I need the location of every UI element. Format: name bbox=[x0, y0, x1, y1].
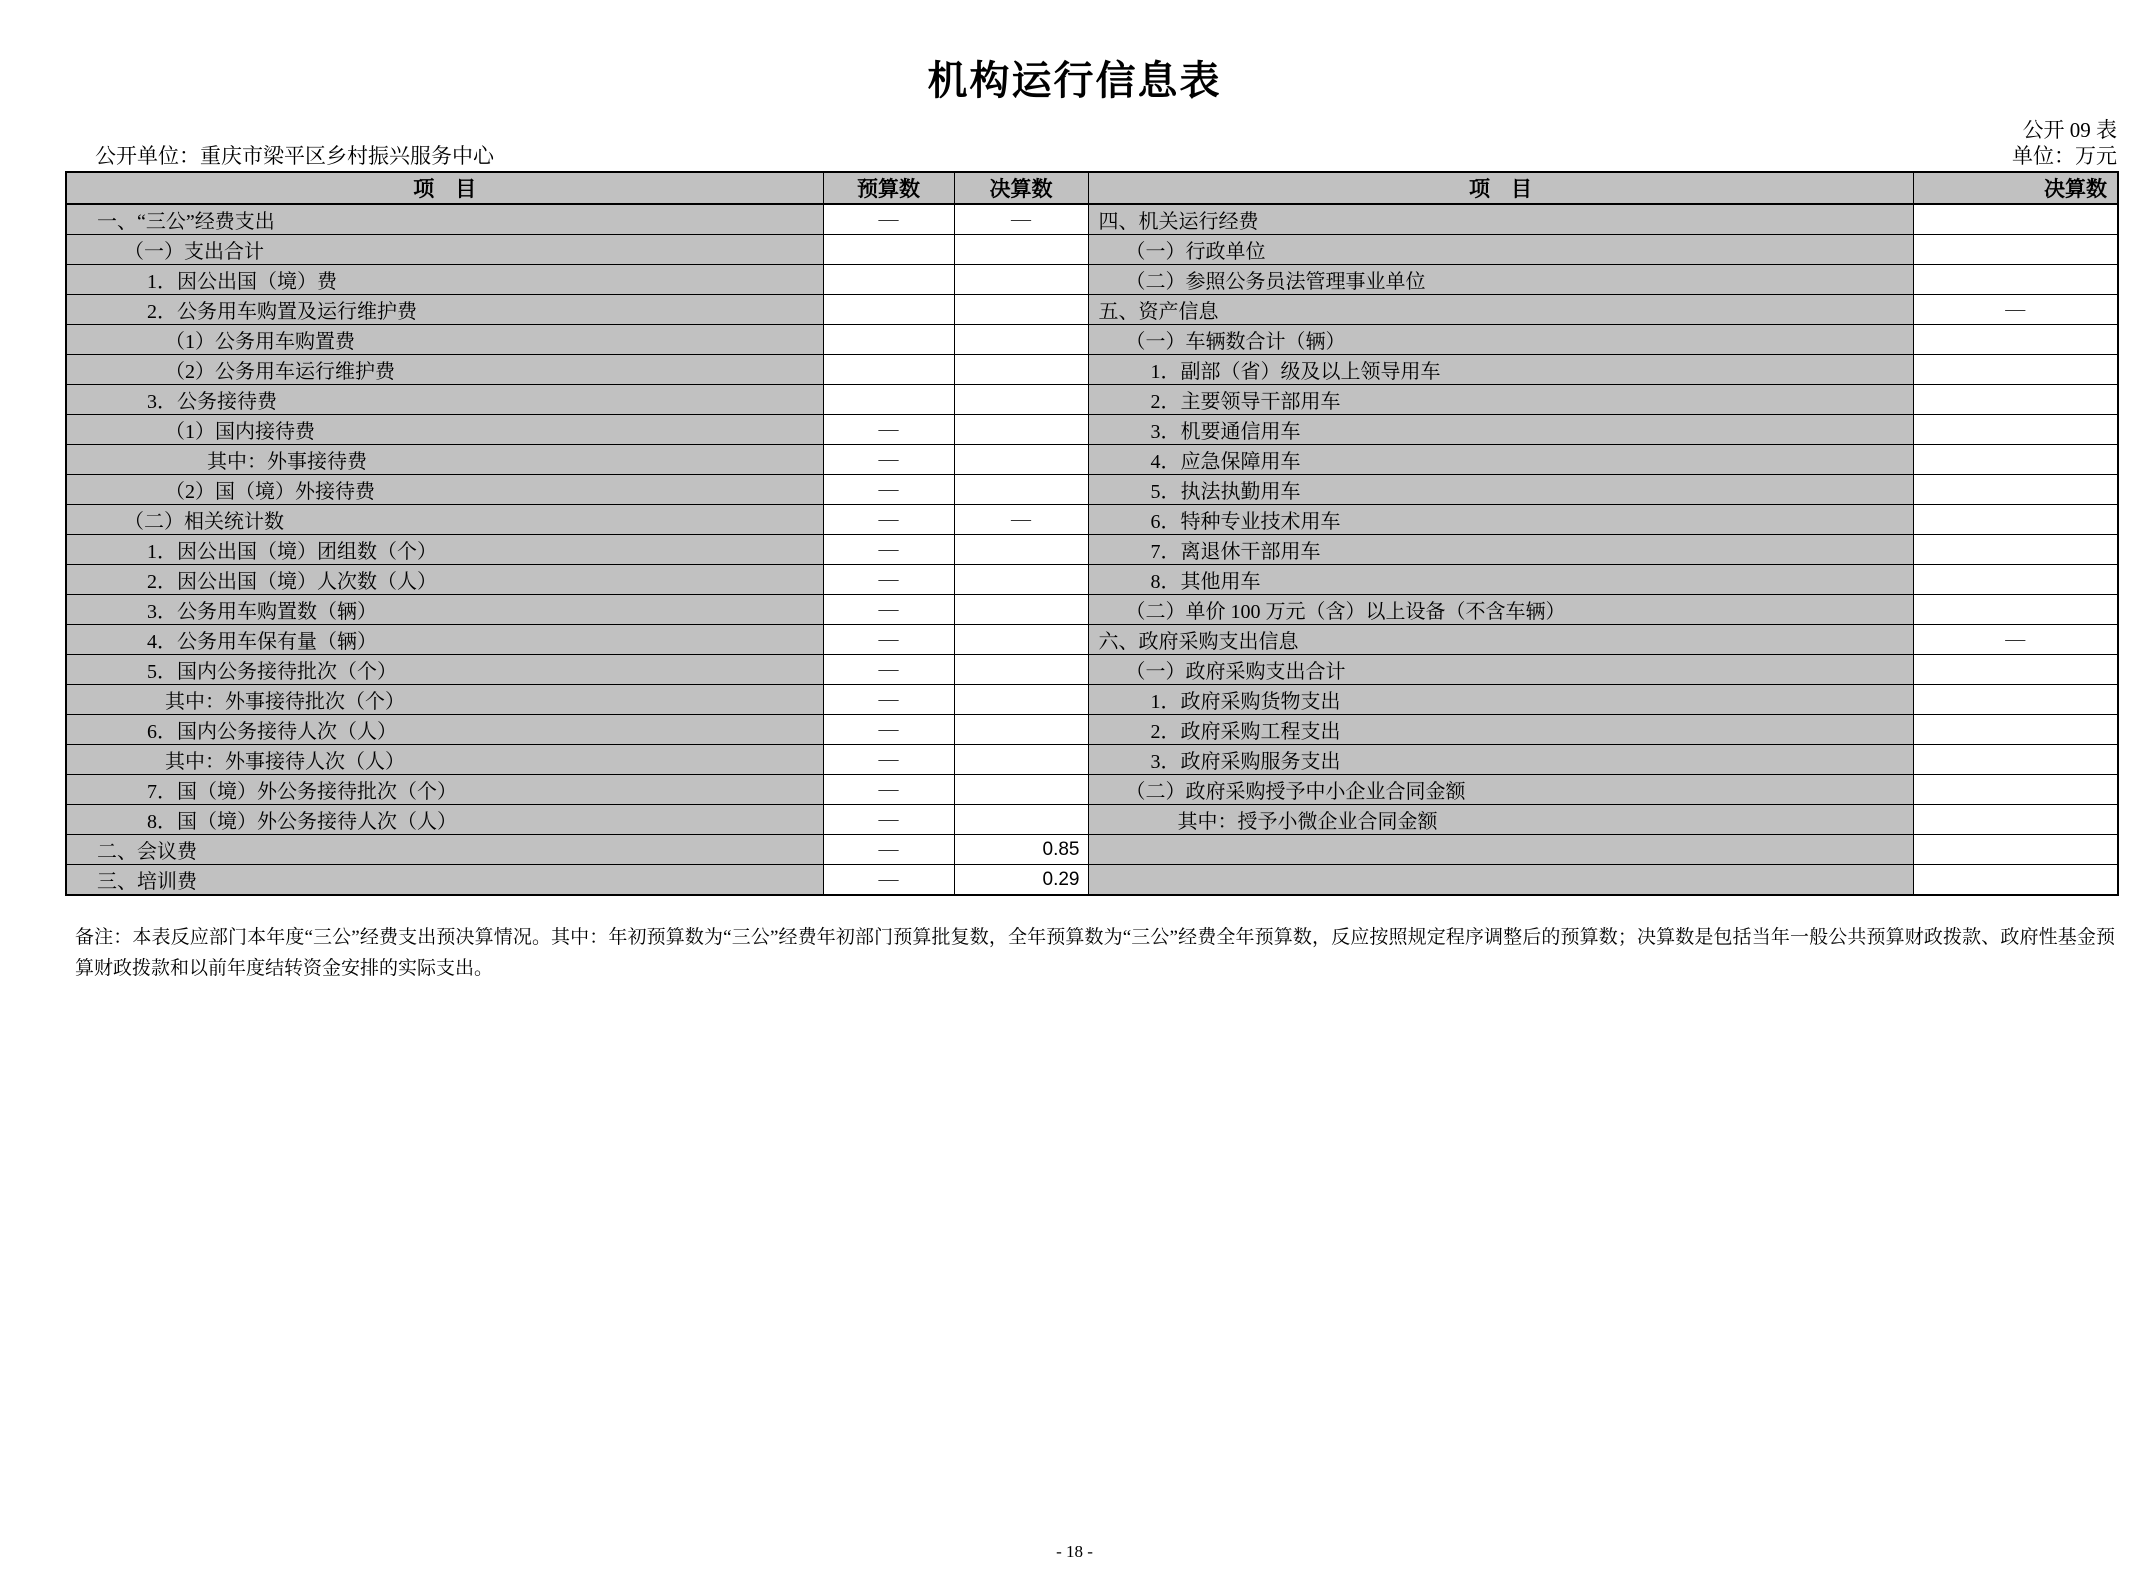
item-cell-right: 2．政府采购工程支出 bbox=[1088, 715, 1913, 745]
final-cell-left bbox=[954, 565, 1088, 595]
final-cell-right bbox=[1913, 775, 2118, 805]
item-cell-right: 3．机要通信用车 bbox=[1088, 415, 1913, 445]
item-cell-right: （二）政府采购授予中小企业合同金额 bbox=[1088, 775, 1913, 805]
header-final-left: 决算数 bbox=[954, 172, 1088, 204]
table-row bbox=[66, 625, 2118, 655]
budget-cell-left: — bbox=[823, 865, 954, 896]
item-cell-left: 二、会议费 bbox=[66, 835, 823, 865]
final-cell-right bbox=[1913, 204, 2118, 235]
budget-cell-left: — bbox=[823, 595, 954, 625]
budget-cell-left bbox=[823, 235, 954, 265]
table-row bbox=[66, 745, 2118, 775]
budget-cell-left bbox=[823, 295, 954, 325]
item-cell-left: （1）公务用车购置费 bbox=[66, 325, 823, 355]
meta-row bbox=[95, 144, 2117, 168]
table-row bbox=[66, 655, 2118, 685]
budget-cell-left: — bbox=[823, 625, 954, 655]
item-cell-left: （1）国内接待费 bbox=[66, 415, 823, 445]
table-row bbox=[66, 565, 2118, 595]
item-cell-left: 6．国内公务接待人次（人） bbox=[66, 715, 823, 745]
final-cell-right bbox=[1913, 535, 2118, 565]
final-cell-left bbox=[954, 415, 1088, 445]
item-cell-left: 其中：外事接待人次（人） bbox=[66, 745, 823, 775]
final-cell-right bbox=[1913, 865, 2118, 896]
table-row bbox=[66, 505, 2118, 535]
item-cell-right: 4．应急保障用车 bbox=[1088, 445, 1913, 475]
page-title: 机构运行信息表 bbox=[927, 58, 1222, 103]
table-row bbox=[66, 415, 2118, 445]
item-cell-right bbox=[1088, 835, 1913, 865]
item-cell-right: （二）参照公务员法管理事业单位 bbox=[1088, 265, 1913, 295]
item-cell-right: 四、机关运行经费 bbox=[1088, 204, 1913, 235]
item-cell-right: 1．副部（省）级及以上领导用车 bbox=[1088, 355, 1913, 385]
header-item-right: 项 目 bbox=[1088, 172, 1913, 204]
header-final-right: 决算数 bbox=[1913, 172, 2118, 204]
final-cell-left bbox=[954, 745, 1088, 775]
table-row bbox=[66, 385, 2118, 415]
item-cell-right: （一）行政单位 bbox=[1088, 235, 1913, 265]
item-cell-left: 其中：外事接待批次（个） bbox=[66, 685, 823, 715]
final-cell-right bbox=[1913, 835, 2118, 865]
final-cell-right bbox=[1913, 565, 2118, 595]
budget-cell-left: — bbox=[823, 655, 954, 685]
budget-cell-left: — bbox=[823, 415, 954, 445]
final-cell-left bbox=[954, 625, 1088, 655]
final-cell-left bbox=[954, 595, 1088, 625]
item-cell-left: 4．公务用车保有量（辆） bbox=[66, 625, 823, 655]
item-cell-left: （二）相关统计数 bbox=[66, 505, 823, 535]
table-row bbox=[66, 445, 2118, 475]
header-item-left: 项 目 bbox=[66, 172, 823, 204]
item-cell-right: 2．主要领导干部用车 bbox=[1088, 385, 1913, 415]
item-cell-right: （一）车辆数合计（辆） bbox=[1088, 325, 1913, 355]
item-cell-right: 其中：授予小微企业合同金额 bbox=[1088, 805, 1913, 835]
final-cell-left bbox=[954, 475, 1088, 505]
table-row bbox=[66, 325, 2118, 355]
budget-cell-left: — bbox=[823, 715, 954, 745]
table-row bbox=[66, 595, 2118, 625]
budget-cell-left bbox=[823, 325, 954, 355]
final-cell-right bbox=[1913, 715, 2118, 745]
table-body bbox=[66, 204, 2118, 895]
table-row bbox=[66, 355, 2118, 385]
item-cell-right: （一）政府采购支出合计 bbox=[1088, 655, 1913, 685]
budget-cell-left bbox=[823, 355, 954, 385]
final-cell-left bbox=[954, 715, 1088, 745]
item-cell-left: 三、培训费 bbox=[66, 865, 823, 896]
final-cell-right bbox=[1913, 595, 2118, 625]
footnote: 备注：本表反应部门本年度“三公”经费支出预决算情况。其中：年初预算数为“三公”经费年初部门预算批复数，全年预算数为“三公”经费全年预算数，反应按照规定程序调整后的预算数；决算数是包括当年一般公共预算财政拨款、政府性基金预算财政拨款和以前年度结转资金安排的实际支出。 bbox=[75, 927, 2115, 979]
table-header-row bbox=[66, 172, 2118, 204]
info-table bbox=[65, 171, 2119, 896]
budget-cell-left: — bbox=[823, 445, 954, 475]
final-cell-right bbox=[1913, 475, 2118, 505]
final-cell-left bbox=[954, 445, 1088, 475]
table-row bbox=[66, 835, 2118, 865]
item-cell-left: 5．国内公务接待批次（个） bbox=[66, 655, 823, 685]
budget-cell-left: — bbox=[823, 805, 954, 835]
final-cell-left bbox=[954, 295, 1088, 325]
budget-cell-left: — bbox=[823, 204, 954, 235]
item-cell-right bbox=[1088, 865, 1913, 896]
budget-cell-left: — bbox=[823, 565, 954, 595]
final-cell-right bbox=[1913, 505, 2118, 535]
budget-cell-left: — bbox=[823, 775, 954, 805]
final-cell-left bbox=[954, 655, 1088, 685]
final-cell-right bbox=[1913, 235, 2118, 265]
final-cell-left bbox=[954, 355, 1088, 385]
budget-cell-left bbox=[823, 265, 954, 295]
table-row bbox=[66, 475, 2118, 505]
table-row bbox=[66, 204, 2118, 235]
item-cell-left: 3．公务用车购置数（辆） bbox=[66, 595, 823, 625]
final-cell-left bbox=[954, 265, 1088, 295]
final-cell-right bbox=[1913, 445, 2118, 475]
item-cell-right: 五、资产信息 bbox=[1088, 295, 1913, 325]
item-cell-right: 六、政府采购支出信息 bbox=[1088, 625, 1913, 655]
item-cell-right: 8．其他用车 bbox=[1088, 565, 1913, 595]
final-cell-left bbox=[954, 325, 1088, 355]
final-cell-right bbox=[1913, 655, 2118, 685]
final-cell-right bbox=[1913, 745, 2118, 775]
final-cell-left bbox=[954, 385, 1088, 415]
table-row bbox=[66, 535, 2118, 565]
item-cell-right: 7．离退休干部用车 bbox=[1088, 535, 1913, 565]
item-cell-left: 2．公务用车购置及运行维护费 bbox=[66, 295, 823, 325]
item-cell-left: （2）国（境）外接待费 bbox=[66, 475, 823, 505]
item-cell-left: 1．因公出国（境）费 bbox=[66, 265, 823, 295]
item-cell-right: 3．政府采购服务支出 bbox=[1088, 745, 1913, 775]
budget-cell-left: — bbox=[823, 535, 954, 565]
budget-cell-left bbox=[823, 385, 954, 415]
table-row bbox=[66, 715, 2118, 745]
final-cell-left bbox=[954, 775, 1088, 805]
item-cell-left: 8．国（境）外公务接待人次（人） bbox=[66, 805, 823, 835]
table-row bbox=[66, 295, 2118, 325]
item-cell-right: 6．特种专业技术用车 bbox=[1088, 505, 1913, 535]
budget-cell-left: — bbox=[823, 685, 954, 715]
table-row bbox=[66, 865, 2118, 896]
final-cell-left bbox=[954, 535, 1088, 565]
unit-label: 单位：万元 bbox=[2012, 144, 2117, 168]
final-cell-right bbox=[1913, 265, 2118, 295]
table-row bbox=[66, 775, 2118, 805]
item-cell-left: 3．公务接待费 bbox=[66, 385, 823, 415]
publisher-label: 公开单位：重庆市梁平区乡村振兴服务中心 bbox=[95, 144, 494, 168]
budget-cell-left: — bbox=[823, 505, 954, 535]
item-cell-left: 1．因公出国（境）团组数（个） bbox=[66, 535, 823, 565]
final-cell-right bbox=[1913, 415, 2118, 445]
page-number: - 18 - bbox=[1056, 1542, 1093, 1561]
final-cell-right bbox=[1913, 685, 2118, 715]
final-cell-left bbox=[954, 235, 1088, 265]
table-row bbox=[66, 265, 2118, 295]
budget-cell-left: — bbox=[823, 475, 954, 505]
item-cell-right: 5．执法执勤用车 bbox=[1088, 475, 1913, 505]
final-cell-left bbox=[954, 685, 1088, 715]
item-cell-right: 1．政府采购货物支出 bbox=[1088, 685, 1913, 715]
item-cell-left: （2）公务用车运行维护费 bbox=[66, 355, 823, 385]
item-cell-left: （一）支出合计 bbox=[66, 235, 823, 265]
document-page bbox=[0, 58, 2149, 1578]
final-cell-right bbox=[1913, 385, 2118, 415]
final-cell-right: — bbox=[1913, 295, 2118, 325]
item-cell-right: （二）单价 100 万元（含）以上设备（不含车辆） bbox=[1088, 595, 1913, 625]
final-cell-left: — bbox=[954, 204, 1088, 235]
budget-cell-left: — bbox=[823, 745, 954, 775]
form-code: 公开 09 表 bbox=[2022, 118, 2117, 142]
table-row bbox=[66, 235, 2118, 265]
table-row bbox=[66, 685, 2118, 715]
final-cell-left: 0.29 bbox=[954, 865, 1088, 896]
item-cell-left: 一、“三公”经费支出 bbox=[66, 204, 823, 235]
header-budget: 预算数 bbox=[823, 172, 954, 204]
final-cell-left bbox=[954, 805, 1088, 835]
final-cell-left: — bbox=[954, 505, 1088, 535]
table-row bbox=[66, 805, 2118, 835]
final-cell-right: — bbox=[1913, 625, 2118, 655]
item-cell-left: 其中：外事接待费 bbox=[66, 445, 823, 475]
final-cell-left: 0.85 bbox=[954, 835, 1088, 865]
final-cell-right bbox=[1913, 355, 2118, 385]
final-cell-right bbox=[1913, 325, 2118, 355]
final-cell-right bbox=[1913, 805, 2118, 835]
item-cell-left: 7．国（境）外公务接待批次（个） bbox=[66, 775, 823, 805]
budget-cell-left: — bbox=[823, 835, 954, 865]
item-cell-left: 2．因公出国（境）人次数（人） bbox=[66, 565, 823, 595]
